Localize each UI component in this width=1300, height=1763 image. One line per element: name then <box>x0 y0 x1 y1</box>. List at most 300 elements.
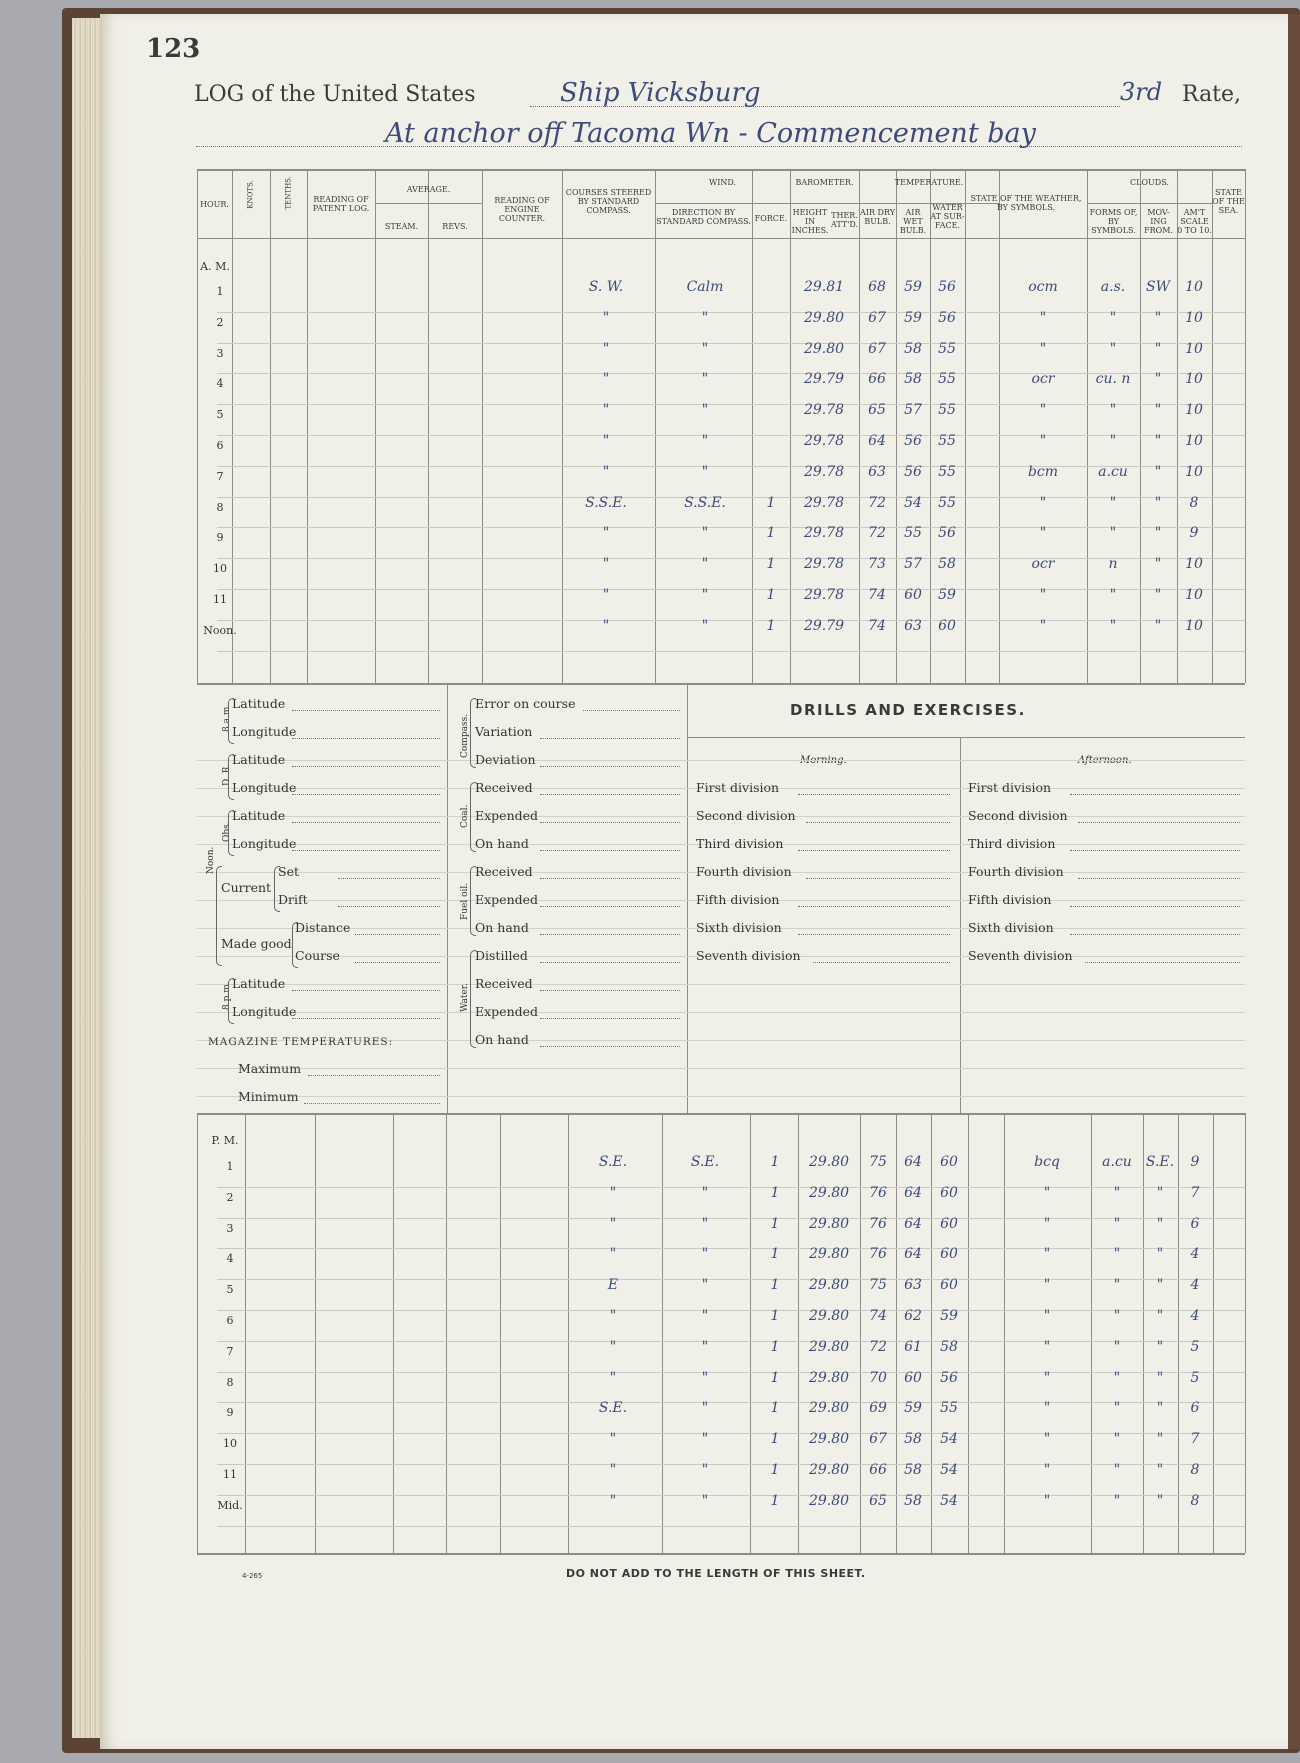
rule-vertical <box>482 169 483 683</box>
rule-vertical <box>315 1113 316 1553</box>
am-row-weather: ocr <box>1031 371 1055 388</box>
am-row-course: " <box>602 309 610 326</box>
dotted-fill <box>1078 822 1241 823</box>
pm-row-wet: 60 <box>940 1246 958 1263</box>
am-row-ther: 65 <box>868 402 886 419</box>
am-row-hour: 5 <box>216 408 224 422</box>
pm-row-height: 29.80 <box>808 1184 850 1201</box>
middle-expended: Expended <box>475 1004 539 1019</box>
pm-row-force: 1 <box>770 1492 780 1509</box>
dotted-fill <box>583 710 680 711</box>
middle-received: Received <box>475 976 533 991</box>
sheet-length-notice: DO NOT ADD TO THE LENGTH OF THIS SHEET. <box>566 1567 866 1580</box>
am-row-course: " <box>602 371 610 388</box>
dotted-fill <box>798 794 950 795</box>
book-spine <box>1288 14 1300 1749</box>
noon-longitude: Longitude <box>232 1004 297 1019</box>
dotted-fill <box>338 878 440 879</box>
am-row-wind: " <box>701 617 709 634</box>
am-label: A. M. <box>200 260 230 273</box>
pm-row-amount: 7 <box>1190 1184 1200 1201</box>
am-row-dry: 58 <box>904 340 922 357</box>
log-title-prefix: LOG of the United States <box>194 82 476 107</box>
rule-vertical <box>896 1113 897 1553</box>
am-row-dry: 57 <box>904 556 922 573</box>
bracket-fuel-oil <box>470 866 476 936</box>
pm-row-ther: 69 <box>869 1400 887 1417</box>
pm-row-moving: " <box>1156 1369 1164 1386</box>
dotted-fill <box>304 1103 440 1104</box>
am-row-ther: 72 <box>868 525 886 542</box>
am-row-moving: " <box>1154 617 1162 634</box>
dotted-fill <box>355 934 440 935</box>
am-row-wet: 60 <box>938 617 956 634</box>
pm-row-moving: " <box>1156 1338 1164 1355</box>
dotted-fill <box>1085 962 1240 963</box>
col-baro-height: HEIGHT IN INCHES. <box>791 208 829 235</box>
middle-received: Received <box>475 780 533 795</box>
rule-vertical <box>1178 1113 1179 1553</box>
dotted-fill <box>1078 878 1241 879</box>
am-row-hour: 4 <box>216 377 224 391</box>
dotted-fill <box>338 906 440 907</box>
pm-row-course: " <box>609 1308 617 1324</box>
dotted-fill <box>540 878 680 879</box>
am-row-weather: " <box>1039 494 1047 511</box>
pm-row-wet: 58 <box>940 1338 958 1355</box>
rule-vertical <box>790 169 791 683</box>
pm-row-ther: 76 <box>869 1215 887 1232</box>
am-row-weather: ocm <box>1028 279 1058 295</box>
am-row-height: 29.78 <box>803 463 845 480</box>
noon-longitude: Longitude <box>232 780 297 795</box>
col-barometer: BAROMETER. <box>795 178 854 187</box>
rule-horizontal <box>197 1553 1245 1555</box>
dotted-fill <box>1070 794 1240 795</box>
dotted-fill <box>292 766 440 767</box>
pm-row-dry: 60 <box>904 1369 922 1386</box>
am-row-course: " <box>602 433 610 449</box>
noon-drift: Drift <box>278 892 308 907</box>
pm-row-amount: 4 <box>1190 1308 1200 1324</box>
pm-row-ther: 74 <box>869 1308 887 1324</box>
noon-set: Set <box>278 864 299 879</box>
am-row-force: 1 <box>766 525 776 542</box>
pm-row-wet: 59 <box>940 1308 958 1324</box>
rule-vertical <box>1143 1113 1144 1553</box>
am-row-weather: bcm <box>1027 463 1059 480</box>
am-row-wet: 56 <box>938 279 956 295</box>
pm-row-forms: a.cu <box>1102 1154 1132 1170</box>
pm-row-hour: 9 <box>226 1406 234 1420</box>
col-wind-direction: DIRECTION BY STANDARD COMPASS. <box>656 208 751 226</box>
dotted-fill <box>540 766 680 767</box>
page-number: 123 <box>146 34 201 64</box>
rule-vertical <box>1087 169 1088 683</box>
drill-morning-4: Fourth division <box>696 864 792 879</box>
rule-vertical <box>752 169 753 683</box>
rule-vertical <box>1213 1113 1214 1553</box>
am-row-height: 29.78 <box>803 494 845 511</box>
am-row-ther: 74 <box>868 587 886 603</box>
am-row-dry: 55 <box>904 525 922 542</box>
rule-vertical <box>1212 169 1213 683</box>
middle-expended: Expended <box>475 808 539 823</box>
pm-row-dry: 58 <box>904 1492 922 1509</box>
middle-distilled: Distilled <box>475 948 528 963</box>
side-label-noon: Noon. <box>206 846 216 874</box>
dotted-fill <box>1070 850 1240 851</box>
pm-row-weather: " <box>1043 1400 1051 1417</box>
pm-row-weather: bcq <box>1034 1154 1060 1170</box>
drill-afternoon-7: Seventh division <box>968 948 1073 963</box>
pm-row-forms: " <box>1113 1338 1121 1355</box>
rule-vertical <box>968 1113 969 1553</box>
noon-current: Current <box>221 880 272 895</box>
rule-vertical <box>446 1113 447 1553</box>
rule-horizontal <box>790 203 859 204</box>
am-row-wet: 55 <box>938 433 956 449</box>
pm-row-ther: 65 <box>869 1492 887 1509</box>
col-cloud-moving: MOV-ING FROM. <box>1144 208 1173 235</box>
pm-row-amount: 9 <box>1190 1154 1200 1170</box>
dotted-fill <box>540 906 680 907</box>
dotted-fill <box>540 934 680 935</box>
pm-row-wet: 54 <box>940 1462 958 1478</box>
pm-row-course: S.E. <box>598 1154 628 1170</box>
am-row-weather: " <box>1039 617 1047 634</box>
pm-row-weather: " <box>1043 1246 1051 1263</box>
am-row-weather: " <box>1039 309 1047 326</box>
drill-morning-1: First division <box>696 780 780 795</box>
am-row-wet: 55 <box>938 340 956 357</box>
pm-row-height: 29.80 <box>808 1369 850 1386</box>
am-row-dry: 56 <box>904 433 922 449</box>
col-water: WATER AT SUR-FACE. <box>930 203 965 230</box>
am-row-height: 29.80 <box>803 309 845 326</box>
rule-horizontal <box>655 203 790 204</box>
pm-row-amount: 5 <box>1190 1369 1200 1386</box>
pm-row-amount: 4 <box>1190 1277 1200 1294</box>
bracket-compass <box>470 698 476 768</box>
pm-row-wind: " <box>701 1462 709 1478</box>
am-row-wind: S.S.E. <box>684 494 726 511</box>
am-row-weather: " <box>1039 587 1047 603</box>
pm-row-wind: " <box>701 1400 709 1417</box>
bracket-dr <box>228 754 234 800</box>
noon-longitude: Longitude <box>232 724 297 739</box>
am-row-moving: " <box>1154 463 1162 480</box>
rule-vertical <box>662 1113 663 1553</box>
col-sea: STATE OF THE SEA. <box>1212 188 1245 215</box>
pm-row-ther: 76 <box>869 1184 887 1201</box>
am-row-forms: " <box>1109 617 1117 634</box>
rule-vertical <box>428 169 429 683</box>
am-row-dry: 57 <box>904 402 922 419</box>
bracket-8pm <box>228 978 234 1024</box>
pm-row-amount: 8 <box>1190 1462 1200 1478</box>
pm-row-course: " <box>609 1338 617 1355</box>
rule-vertical <box>965 169 966 683</box>
am-row-amount: 10 <box>1185 617 1203 634</box>
pm-row-course: " <box>609 1246 617 1263</box>
pm-row-wind: " <box>701 1277 709 1294</box>
am-row-dry: 54 <box>904 494 922 511</box>
am-row-hour: 3 <box>216 346 224 360</box>
am-row-wet: 56 <box>938 309 956 326</box>
pm-row-ther: 76 <box>869 1246 887 1263</box>
pm-row-ther: 72 <box>869 1338 887 1355</box>
dotted-fill <box>813 962 950 963</box>
rule-vertical <box>562 169 563 683</box>
drill-afternoon-4: Fourth division <box>968 864 1064 879</box>
pm-row-forms: " <box>1113 1215 1121 1232</box>
pm-row-hour: 7 <box>226 1344 234 1358</box>
rule-vertical <box>999 169 1000 683</box>
pm-row-wet: 54 <box>940 1492 958 1509</box>
form-number: 4-265 <box>242 1572 263 1580</box>
dotted-fill <box>540 990 680 991</box>
side-label-coal: Coal. <box>460 804 470 828</box>
pm-row-ther: 67 <box>869 1431 887 1448</box>
am-row-wet: 55 <box>938 371 956 388</box>
am-row-dry: 59 <box>904 279 922 295</box>
am-row-force: 1 <box>766 556 776 573</box>
pm-row-moving: " <box>1156 1277 1164 1294</box>
noon-distance: Distance <box>295 920 351 935</box>
am-row-height: 29.78 <box>803 433 845 449</box>
side-label-fuel-oil: Fuel oil. <box>460 882 470 920</box>
am-row-moving: " <box>1154 556 1162 573</box>
rule-vertical <box>896 169 897 683</box>
am-row-ther: 67 <box>868 340 886 357</box>
middle-received: Received <box>475 864 533 879</box>
col-courses: COURSES STEERED BY STANDARD COMPASS. <box>565 188 652 215</box>
pm-row-height: 29.80 <box>808 1338 850 1355</box>
pm-row-dry: 64 <box>904 1154 922 1170</box>
pm-row-hour: 6 <box>226 1314 234 1327</box>
pm-row-wind: " <box>701 1246 709 1263</box>
dotted-fill <box>540 738 680 739</box>
pm-row-moving: " <box>1156 1462 1164 1478</box>
rule-vertical <box>197 169 198 683</box>
am-row-amount: 10 <box>1185 587 1203 603</box>
pm-row-force: 1 <box>770 1369 780 1386</box>
pm-label: P. M. <box>211 1134 239 1147</box>
col-air-dry: AIR DRY BULB. <box>860 208 895 226</box>
dotted-fill <box>540 850 680 851</box>
pm-row-forms: " <box>1113 1277 1121 1294</box>
am-row-moving: " <box>1154 340 1162 357</box>
col-cloud-amount: AM'T SCALE 0 TO 10. <box>1177 208 1212 235</box>
pm-row-moving: " <box>1156 1431 1164 1448</box>
rule-vertical <box>930 169 931 683</box>
am-row-wind: " <box>701 525 709 542</box>
dotted-fill <box>540 822 680 823</box>
rule-vertical <box>655 169 656 683</box>
pm-row-hour: Mid. <box>217 1498 243 1512</box>
dotted-fill <box>292 990 440 991</box>
noon-course: Course <box>295 948 340 963</box>
am-row-weather: " <box>1039 433 1047 449</box>
drills-title: DRILLS AND EXERCISES. <box>790 701 1026 719</box>
bracket-water <box>470 950 476 1048</box>
pm-row-wind: " <box>701 1338 709 1355</box>
pm-row-weather: " <box>1043 1492 1051 1509</box>
rule-horizontal <box>1087 203 1212 204</box>
am-row-hour: 10 <box>213 562 227 576</box>
am-row-hour: 7 <box>216 469 224 483</box>
middle-on_hand: On hand <box>475 1032 529 1047</box>
drill-afternoon-2: Second division <box>968 808 1068 823</box>
side-label-dr: D. R. <box>222 763 232 786</box>
am-row-forms: cu. n <box>1095 371 1131 388</box>
am-row-forms: " <box>1109 494 1117 511</box>
am-row-ther: 74 <box>868 617 886 634</box>
drill-morning-3: Third division <box>696 836 784 851</box>
am-row-forms: " <box>1109 402 1117 419</box>
pm-row-ther: 75 <box>869 1277 887 1294</box>
am-row-wet: 59 <box>938 587 956 603</box>
pm-row-amount: 8 <box>1190 1492 1200 1509</box>
pm-row-moving: " <box>1156 1215 1164 1232</box>
bracket-made-good <box>292 922 298 968</box>
pm-row-wind: " <box>701 1369 709 1386</box>
pm-row-course: " <box>609 1369 617 1386</box>
am-row-wind: " <box>701 402 709 419</box>
drill-afternoon-5: Fifth division <box>968 892 1052 907</box>
bracket-8am <box>228 698 234 744</box>
am-row-hour: 1 <box>216 285 224 298</box>
am-row-forms: " <box>1109 309 1117 326</box>
pm-row-weather: " <box>1043 1308 1051 1324</box>
am-row-hour: 11 <box>213 593 227 606</box>
pm-row-height: 29.80 <box>808 1215 850 1232</box>
am-row-moving: " <box>1154 309 1162 326</box>
rule-horizontal <box>197 984 1245 985</box>
pm-row-forms: " <box>1113 1462 1121 1478</box>
am-row-weather: " <box>1039 402 1047 419</box>
am-row-course: S.S.E. <box>585 494 627 511</box>
am-row-wind: " <box>701 371 709 388</box>
am-row-height: 29.78 <box>803 402 845 419</box>
rule-vertical <box>750 1113 751 1553</box>
pm-row-forms: " <box>1113 1431 1121 1448</box>
pm-row-dry: 62 <box>904 1308 922 1324</box>
pm-row-ther: 70 <box>869 1369 887 1386</box>
pm-row-hour: 8 <box>226 1375 234 1389</box>
am-row-amount: 10 <box>1185 309 1203 326</box>
rule-vertical <box>1091 1113 1092 1553</box>
am-row-hour: 2 <box>216 315 224 329</box>
am-row-height: 29.78 <box>803 556 845 573</box>
dotted-fill <box>540 962 680 963</box>
rule-vertical <box>687 683 688 1113</box>
dotted-fill <box>292 850 440 851</box>
am-row-force: 1 <box>766 587 776 603</box>
pm-row-moving: " <box>1156 1308 1164 1324</box>
am-row-amount: 10 <box>1185 402 1203 419</box>
am-row-ther: 72 <box>868 494 886 511</box>
am-row-height: 29.78 <box>803 525 845 542</box>
rule-horizontal <box>197 1012 1245 1013</box>
am-row-course: " <box>602 340 610 357</box>
col-tenths: TENTHS. <box>284 176 293 210</box>
am-row-ther: 68 <box>868 279 886 295</box>
pm-row-hour: 11 <box>223 1468 237 1481</box>
am-row-wet: 55 <box>938 494 956 511</box>
ship-name: Ship Vicksburg <box>560 78 761 108</box>
pm-row-wind: " <box>701 1308 709 1324</box>
pm-row-forms: " <box>1113 1246 1121 1263</box>
drill-morning-5: Fifth division <box>696 892 780 907</box>
pm-row-weather: " <box>1043 1184 1051 1201</box>
magazine-max: Maximum <box>238 1061 302 1076</box>
pm-row-forms: " <box>1113 1308 1121 1324</box>
col-weather: STATE OF THE WEATHER, BY SYMBOLS. <box>970 194 1082 212</box>
noon-made-good: Made good <box>221 936 292 951</box>
rule-horizontal <box>217 651 1245 652</box>
middle-error_on_course: Error on course <box>475 696 576 711</box>
rule-horizontal <box>197 238 1245 239</box>
pm-row-course: " <box>609 1184 617 1201</box>
am-row-ther: 64 <box>868 433 886 449</box>
am-row-ther: 73 <box>868 556 886 573</box>
col-average: AVERAGE. <box>406 185 451 194</box>
pm-row-amount: 7 <box>1190 1431 1200 1448</box>
pm-row-wet: 60 <box>940 1154 958 1170</box>
rule-vertical <box>393 1113 394 1553</box>
magazine-label: MAGAZINE TEMPERATURES: <box>208 1036 394 1048</box>
am-row-ther: 63 <box>868 463 886 480</box>
rule-horizontal <box>197 1113 1245 1115</box>
am-row-moving: " <box>1154 494 1162 511</box>
rule-horizontal <box>217 1526 1245 1527</box>
pm-row-height: 29.80 <box>808 1277 850 1294</box>
rule-horizontal <box>375 203 482 204</box>
am-row-dry: 58 <box>904 371 922 388</box>
dotted-fill <box>292 794 440 795</box>
middle-expended: Expended <box>475 892 539 907</box>
pm-row-wind: " <box>701 1215 709 1232</box>
pm-row-wet: 60 <box>940 1277 958 1294</box>
am-row-wind: " <box>701 309 709 326</box>
col-steam: STEAM. <box>384 222 419 231</box>
dotted-fill <box>292 822 440 823</box>
pm-row-wet: 55 <box>940 1400 958 1417</box>
col-temperature: TEMPERATURE. <box>894 178 964 187</box>
col-hour: HOUR. <box>200 200 229 209</box>
col-baro-ther: THER. ATT'D. <box>830 211 859 229</box>
am-row-height: 29.79 <box>803 617 845 634</box>
pm-row-wind: " <box>701 1431 709 1448</box>
am-row-amount: 10 <box>1185 463 1203 480</box>
pm-row-dry: 64 <box>904 1246 922 1263</box>
pm-row-course: " <box>609 1492 617 1509</box>
pm-row-force: 1 <box>770 1462 780 1478</box>
pm-row-wind: " <box>701 1184 709 1201</box>
am-row-hour: 6 <box>216 439 224 452</box>
am-row-course: " <box>602 556 610 573</box>
dotted-fill <box>1070 934 1240 935</box>
rule-vertical <box>270 169 271 683</box>
dotted-fill <box>292 1018 440 1019</box>
rule-vertical <box>1004 1113 1005 1553</box>
rule-vertical <box>245 1113 246 1553</box>
am-row-amount: 10 <box>1185 556 1203 573</box>
bracket-coal <box>470 782 476 852</box>
pm-row-force: 1 <box>770 1215 780 1232</box>
